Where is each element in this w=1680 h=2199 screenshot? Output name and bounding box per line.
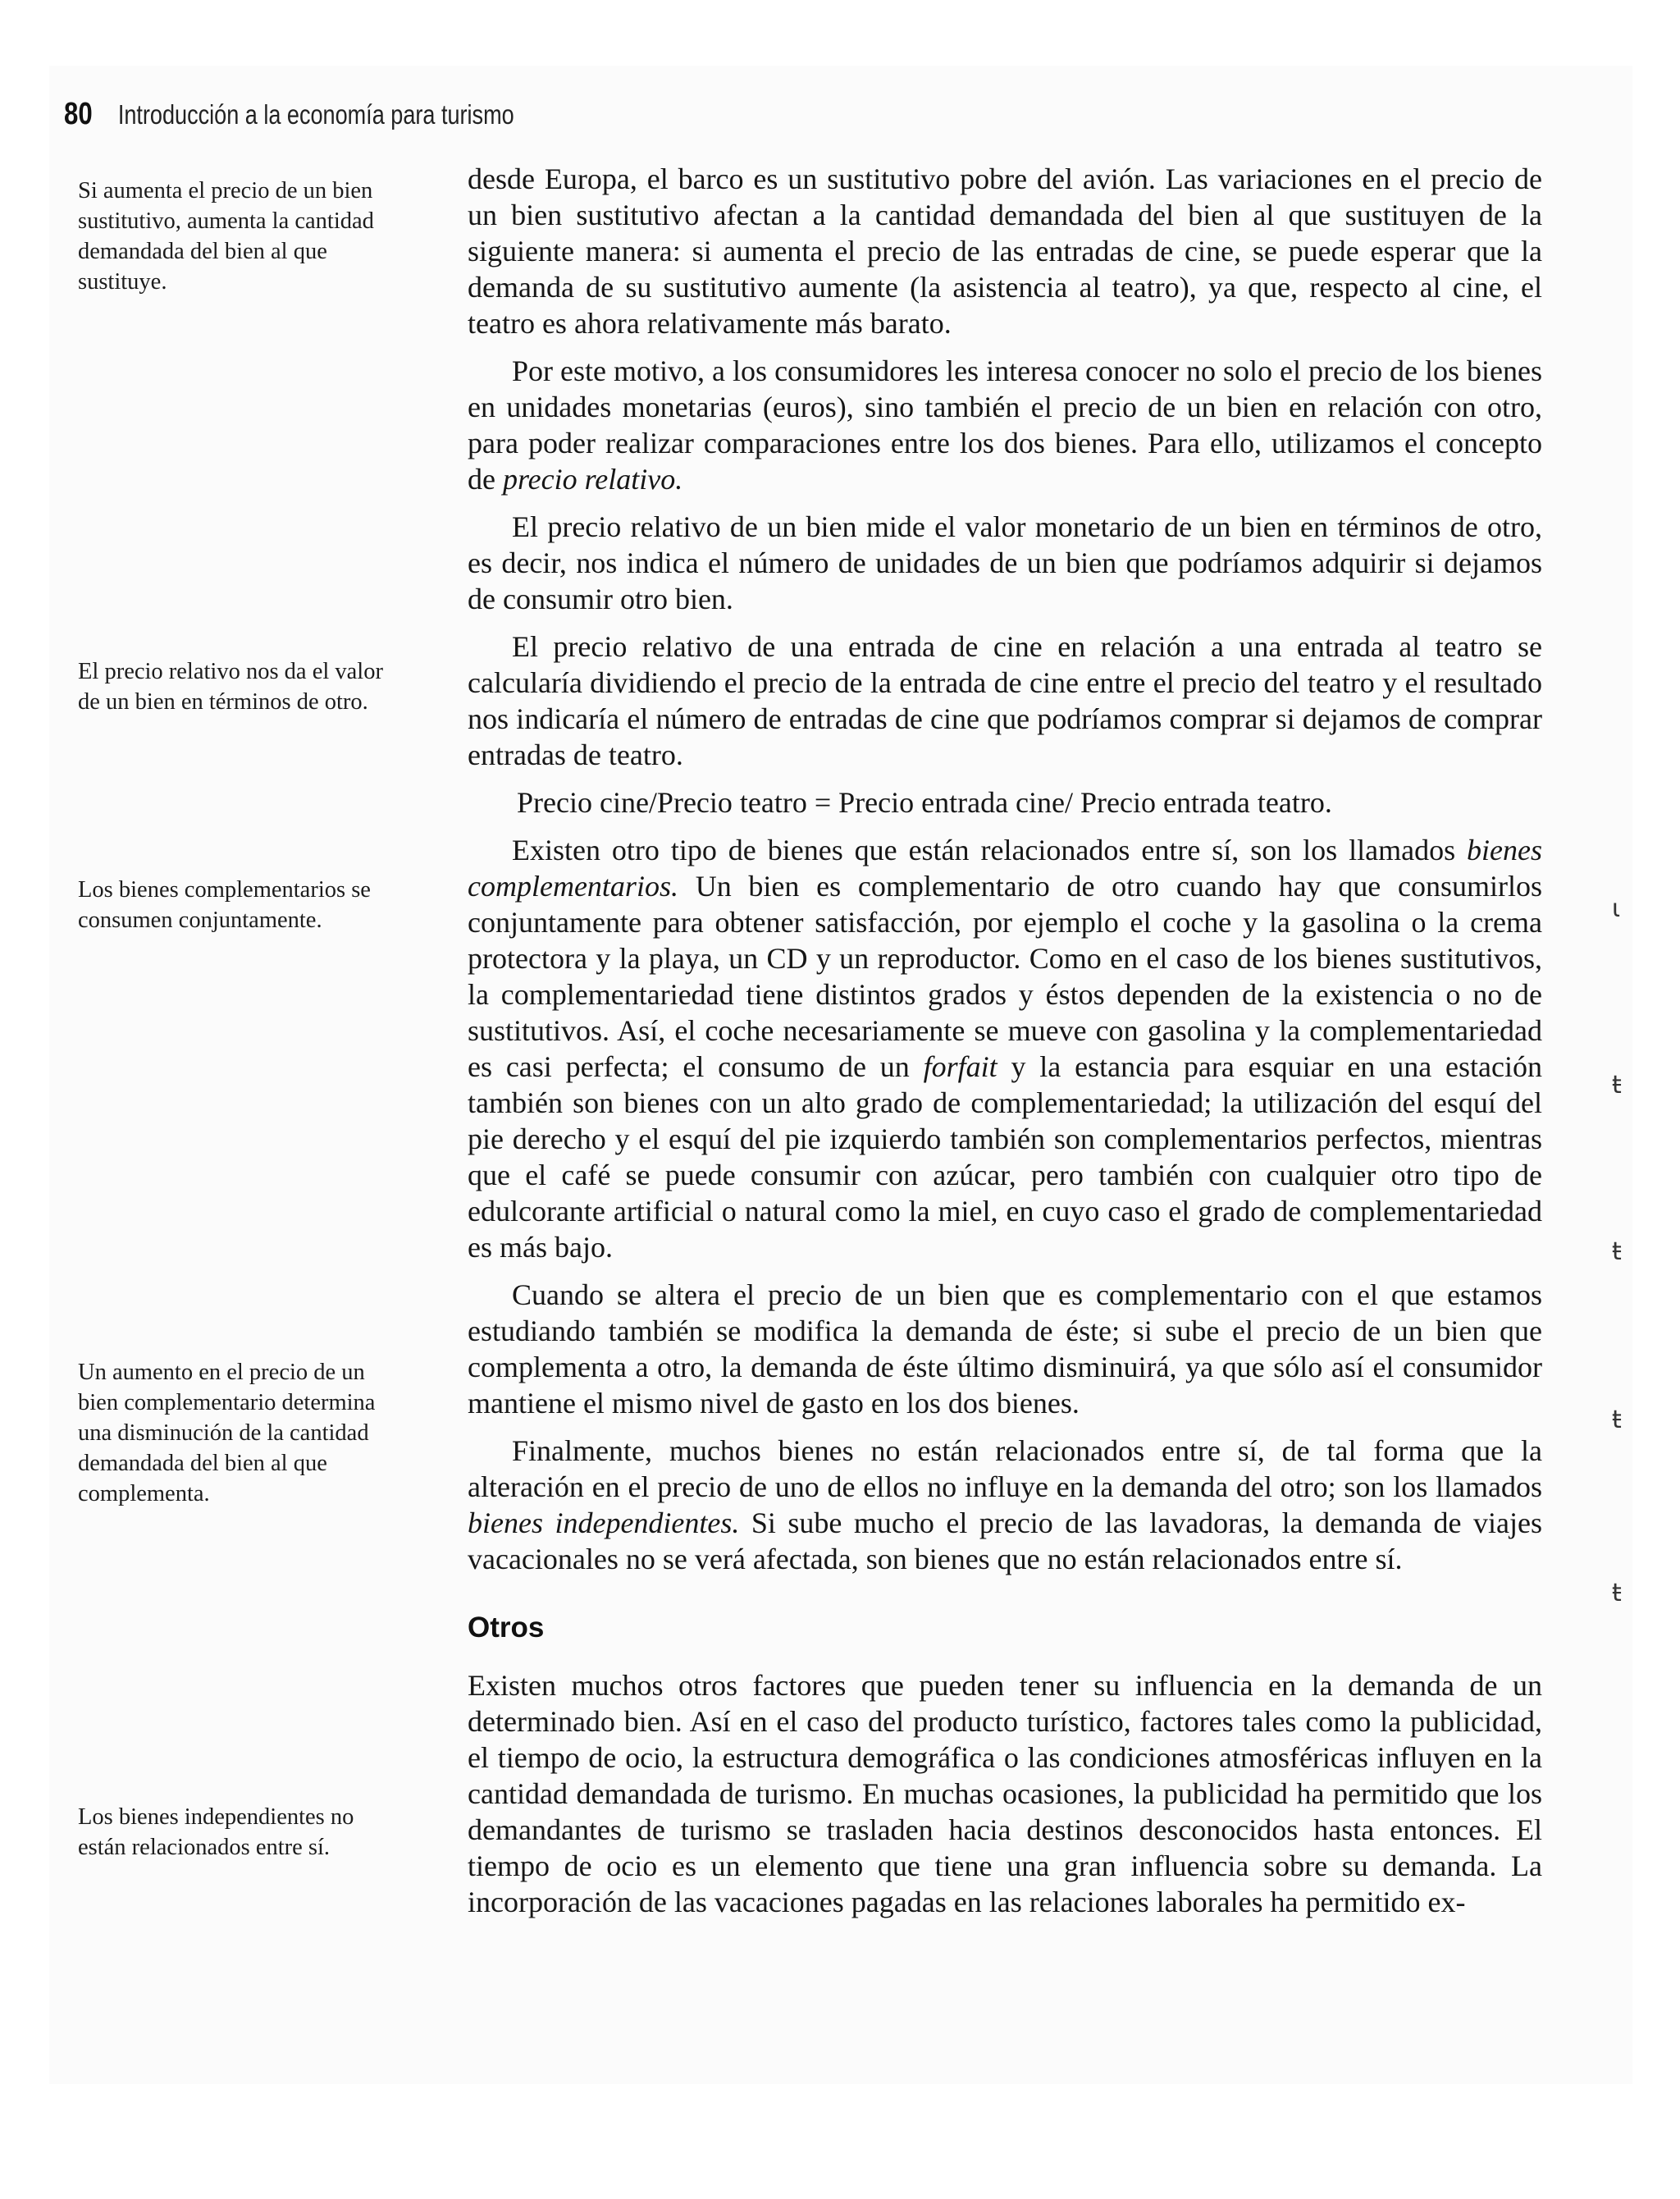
scan-margin-mark: ɩ [1612, 894, 1621, 923]
key-term: forfait [923, 1050, 998, 1083]
paragraph: El precio relativo de una entrada de cine en relación a una entrada al teatro se calcularía dividiendo el precio de la entrada de cine entre el precio del teatro y el resultado nos indicaría el número de entradas de cine que podríamos comprar si dejamos de comprar entradas de teatro. [468, 630, 1542, 771]
page-number: 80 [64, 97, 93, 131]
sidenote-relative-price: El precio relativo nos da el valor de un bien en términos de otro. [78, 659, 383, 715]
sidenote-substitute: Si aumenta el precio de un bien sustitutivo, aumenta la cantidad demandada del bien al que sustituye. [78, 178, 374, 295]
running-title: Introducción a la economía para turismo [117, 99, 514, 130]
paragraph: Existen muchos otros factores que pueden tener su influencia en la demanda de un determinado bien. Así en el caso del producto turístico, factores tales como la publicidad, el tiempo de ocio, la estructura demográfica o las condiciones atmosféricas influyen en la cantidad demandada de turismo. En muchas ocasiones, la publicidad ha permitido que los demandantes de turismo se trasladen hacia destinos desconocidos hasta entonces. El tiempo de ocio es un elemento que tiene una gran influencia sobre su demanda. La incorporación de las vacaciones pagadas en las relaciones laborales ha permitido ex- [468, 1669, 1542, 1918]
formula: Precio cine/Precio teatro = Precio entrada cine/ Precio entrada teatro. [517, 786, 1332, 819]
paragraph: Cuando se altera el precio de un bien que es complementario con el que estamos estudiando también se modifica la demanda de éste; si sube el precio de un bien que complementa a otro, la demanda de éste último disminuirá, ya que sólo así el consumidor mantiene el mismo nivel de gasto en los dos bienes. [468, 1278, 1542, 1420]
main-text [468, 161, 1542, 1932]
section-heading: Otros [468, 1612, 545, 1644]
paragraph: Existen otro tipo de bienes que están relacionados entre sí, son los llamados bienes complementarios. Un bien es complementario de otro cuando hay que consumirlos conjuntamente para obtener satisfacción, por ejemplo el coche y la gasolina o la crema protectora y la playa, un CD y un reproductor. Como en el caso de los bienes sustitutivos, la complementariedad tiene distintos grados y éstos dependen de la existencia o no de sustitutivos. Así, el coche necesariamente se mueve con gasolina y la complementariedad es casi perfecta; el consumo de un forfait y la estancia para esquiar en una estación también son bienes con un alto grado de complementariedad; la utilización del esquí del pie derecho y el esquí del pie izquierdo también son complementarios perfectos, mientras que el café se puede consumir con azúcar, pero también con cualquier otro tipo de edulcorante artificial o natural como la miel, en cuyo caso el grado de complementariedad es más bajo. [468, 834, 1542, 1264]
scan-margin-mark: ŧ [1612, 1071, 1622, 1100]
paragraph: Finalmente, muchos bienes no están relacionados entre sí, de tal forma que la alteración en el precio de uno de ellos no influye en la demanda del otro; son los llamados bienes independientes. Si sube mucho el precio de las lavadoras, la demanda de viajes vacacionales no se verá afectada, son bienes que no están relacionados entre sí. [468, 1434, 1542, 1575]
sidenote-complement-price: Un aumento en el precio de un bien complementario determina una disminución de la cantidad demandada del bien al que complementa. [78, 1360, 376, 1506]
paragraph: desde Europa, el barco es un sustitutivo pobre del avión. Las variaciones en el precio de un bien sustitutivo afectan a la cantidad demandada del bien al que sustituyen de la siguiente manera: si aumenta el precio de las entradas de cine, se puede esperar que la demanda de su sustitutivo aumente (la asistencia al teatro), ya que, respecto al cine, el teatro es ahora relativamente más barato. [468, 162, 1542, 340]
sidenote-complementary: Los bienes complementarios se consumen conjuntamente. [78, 877, 371, 933]
paragraph: Por este motivo, a los consumidores les interesa conocer no solo el precio de los bienes en unidades monetarias (euros), sino también el precio de un bien en relación con otro, para poder realizar comparaciones entre los dos bienes. Para ello, utilizamos el concepto de precio relativo. [468, 354, 1542, 496]
key-term: bienes independientes. [468, 1506, 740, 1539]
scan-margin-mark: ŧ [1612, 1237, 1622, 1266]
scan-margin-mark: ŧ [1612, 1579, 1622, 1607]
page-header [64, 97, 514, 138]
sidenote-independent: Los bienes independientes no están relacionados entre sí. [78, 1804, 354, 1860]
scan-margin-mark: ŧ [1612, 1406, 1622, 1434]
key-term: bienes complementarios. [468, 834, 1542, 903]
paragraph: El precio relativo de un bien mide el valor monetario de un bien en términos de otro, es decir, nos indica el número de unidades de un bien que podríamos adquirir si dejamos de consumir otro bien. [468, 510, 1542, 615]
key-term: precio relativo. [502, 463, 683, 496]
